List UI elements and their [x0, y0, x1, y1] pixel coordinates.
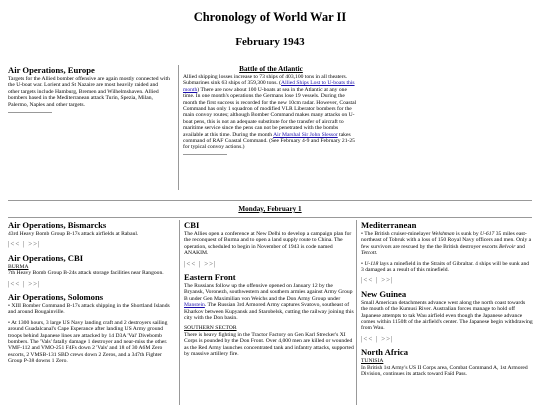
section-heading: Air Operations, Solomons	[8, 292, 104, 303]
horizontal-divider	[8, 217, 532, 218]
allied-ships-lost-link[interactable]: Allied Ships Lost to U-boats this month	[183, 80, 355, 93]
section-text: Allied shipping losses increase to 73 ships of 403,100 tons in all theaters. Submarines sink 63 ships of 359,300 tons. (Allied Ships Lost to U-boats this month) There are now about 100 U-boats at sea in the Atlantic at any one time. In one month's operations the Germans lose 19 vessels. During the month the first success is recorded for the new 10cm radar. However, Coastal Command has only 1 squadron of modified VLR Liberator bombers for the main convoy routes; although Bomber Command makes many attacks on U-boat pens, this is not an adequate substitute for the transfer of aircraft to maritime service since the pens can not be penetrated with the bombs available at this time. During the month Air Marshal Sir John Slessor takes command of RAF Coastal Command. (See February 4-9 and February 21-25 for typical convoy actions.)	[183, 74, 357, 151]
list-item: • The British cruiser-minelayer Welshman is sunk by U-617 35 miles east-northeast of Tobruk with a loss of 150 Royal Navy officers and men. Only a few survivors are rescued by the the British destroyer escorts Belvoir and Tetcott.	[361, 231, 532, 257]
section-heading: Air Operations, Europe	[8, 65, 95, 75]
section-text: Targets for the Allied bomber offensive are again mostly connected with the U-boat war. Lorient and St Nazaire are most heavily raided and other targets include Hamburg, Bremen and Wilhelmshaven. Allied bombers based in the Mediterranean attack Turin, Spezia, Milan, Palermo, Naples and other targets.	[8, 76, 170, 108]
divider	[183, 154, 227, 155]
list-item: • U-118 lays a minefield in the Straits of Gibraltar. 4 ships will be sunk and 3 damaged as a result of this minefield.	[361, 260, 530, 274]
nav-first-next-button[interactable]: |<< | >>|	[361, 276, 394, 285]
section-heading: Air Operations, Bismarcks	[8, 220, 107, 230]
page-title: Chronology of World War II	[193, 10, 347, 24]
section-heading: Mediterranean	[361, 220, 417, 230]
nav-first-next-button[interactable]: |<< | >>|	[8, 279, 41, 288]
subsection-label: SOUTHERN SECTOR	[184, 325, 237, 332]
section-text: In British 1st Army's US II Corps area, Combat Command A, 1st Armored Division, continues its attack toward Faïd Pass.	[361, 364, 528, 378]
subsection-label: BURMA	[8, 263, 29, 270]
overview-battle-of-the-atlantic	[183, 65, 359, 195]
section-text: The Allies open a conference at New Delhi to develop a campaign plan for the reconquest of Burma and to open a land supply route to China. The operation, scheduled to begin in November of 1943 is code named ANAKIM.	[184, 231, 352, 257]
column-divider	[179, 220, 180, 405]
section-heading: Air Operations, CBI	[8, 252, 84, 263]
page-subtitle-month: February 1943	[235, 36, 305, 48]
section-text: Small American detachments advance west along the north coast towards the mouth of the Kumusi River. Australian forces manage to hold off Japanese attempts to tak Wau airfield even though the Japanese advance comes within 1150ft of the airfield's center. The Japanese begin withdrawing from Wau.	[361, 299, 533, 332]
nav-first-next-button[interactable]: |<< | >>|	[184, 259, 217, 268]
air-marshal-slessor-link[interactable]: Air Marshal Sir John Slessor	[273, 131, 338, 138]
divider	[8, 112, 52, 113]
day-column-2	[184, 220, 354, 405]
section-text: There is heavy fighting in the Tractor Factory on Gen Karl Strecker's XI Corps is pounded by the Don Front. Over 4,000 men are killed or wounded as the Red Army launches concentrated tank and infantry attacks, supported by massive artillery fire.	[184, 331, 354, 358]
column-divider	[356, 220, 357, 405]
column-divider	[178, 65, 179, 190]
section-heading: Eastern Front	[184, 272, 236, 283]
section-heading: CBI	[184, 220, 200, 230]
section-heading: New Guinea	[361, 288, 407, 299]
section-text: 43rd Heavy Bomb Group B-17s attack airfields at Rabaul.	[8, 231, 139, 237]
section-text: 7th Heavy Bomb Group B-24s attack storage facilities near Rangoon.	[8, 270, 164, 277]
day-column-3	[361, 220, 533, 405]
section-text: The Russians follow up the offensive opened on January 12 by the Bryansk, Voronezh, southwestern and southern armies against Army Group B under Gen Maximilian von Weichs and the Don Army Group under Manstein. The Russian 3rd Armored Army captures Svatovo, southeast of Kharkov between Kupyansk and Starobelsk, cutting the railway joining this city with the Don basin.	[184, 283, 354, 322]
nav-first-next-button[interactable]: |<< | >>|	[8, 240, 41, 249]
horizontal-divider	[8, 200, 532, 201]
nav-first-next-button[interactable]: |<< | >>|	[361, 334, 394, 343]
section-heading: Battle of the Atlantic	[239, 65, 303, 73]
list-item: • XIII Bomber Command B-17s attack shipping in the Shortland Islands and around Bougainville.	[8, 303, 170, 316]
subsection-label: TUNISIA	[361, 358, 384, 365]
overview-air-operations-europe	[8, 65, 170, 175]
day-column-1	[8, 220, 175, 405]
section-heading: North Africa	[361, 347, 409, 358]
day-title: Monday, February 1	[238, 205, 302, 213]
manstein-link[interactable]: Manstein	[184, 302, 205, 309]
list-item: • At 1300 hours, 3 large US Navy landing craft and 2 destroyers sailing around Guadalcanal's Cape Esperance after landing US Army ground troops behind Japanese lines are attacked by 14 D3A 'Val' Divebomb bombers. The 'Vals' fatally damage 1 destroyer and near-miss the other. VMF-112 and VMO-251 F4Fs down 2 'Vals' and 18 of 30 A6M Zero escorts, 2 VMSB-131 SBD crews down 2 Zeros, and a 347th Fighter Group P-38 downs 1 Zero.	[8, 319, 168, 365]
